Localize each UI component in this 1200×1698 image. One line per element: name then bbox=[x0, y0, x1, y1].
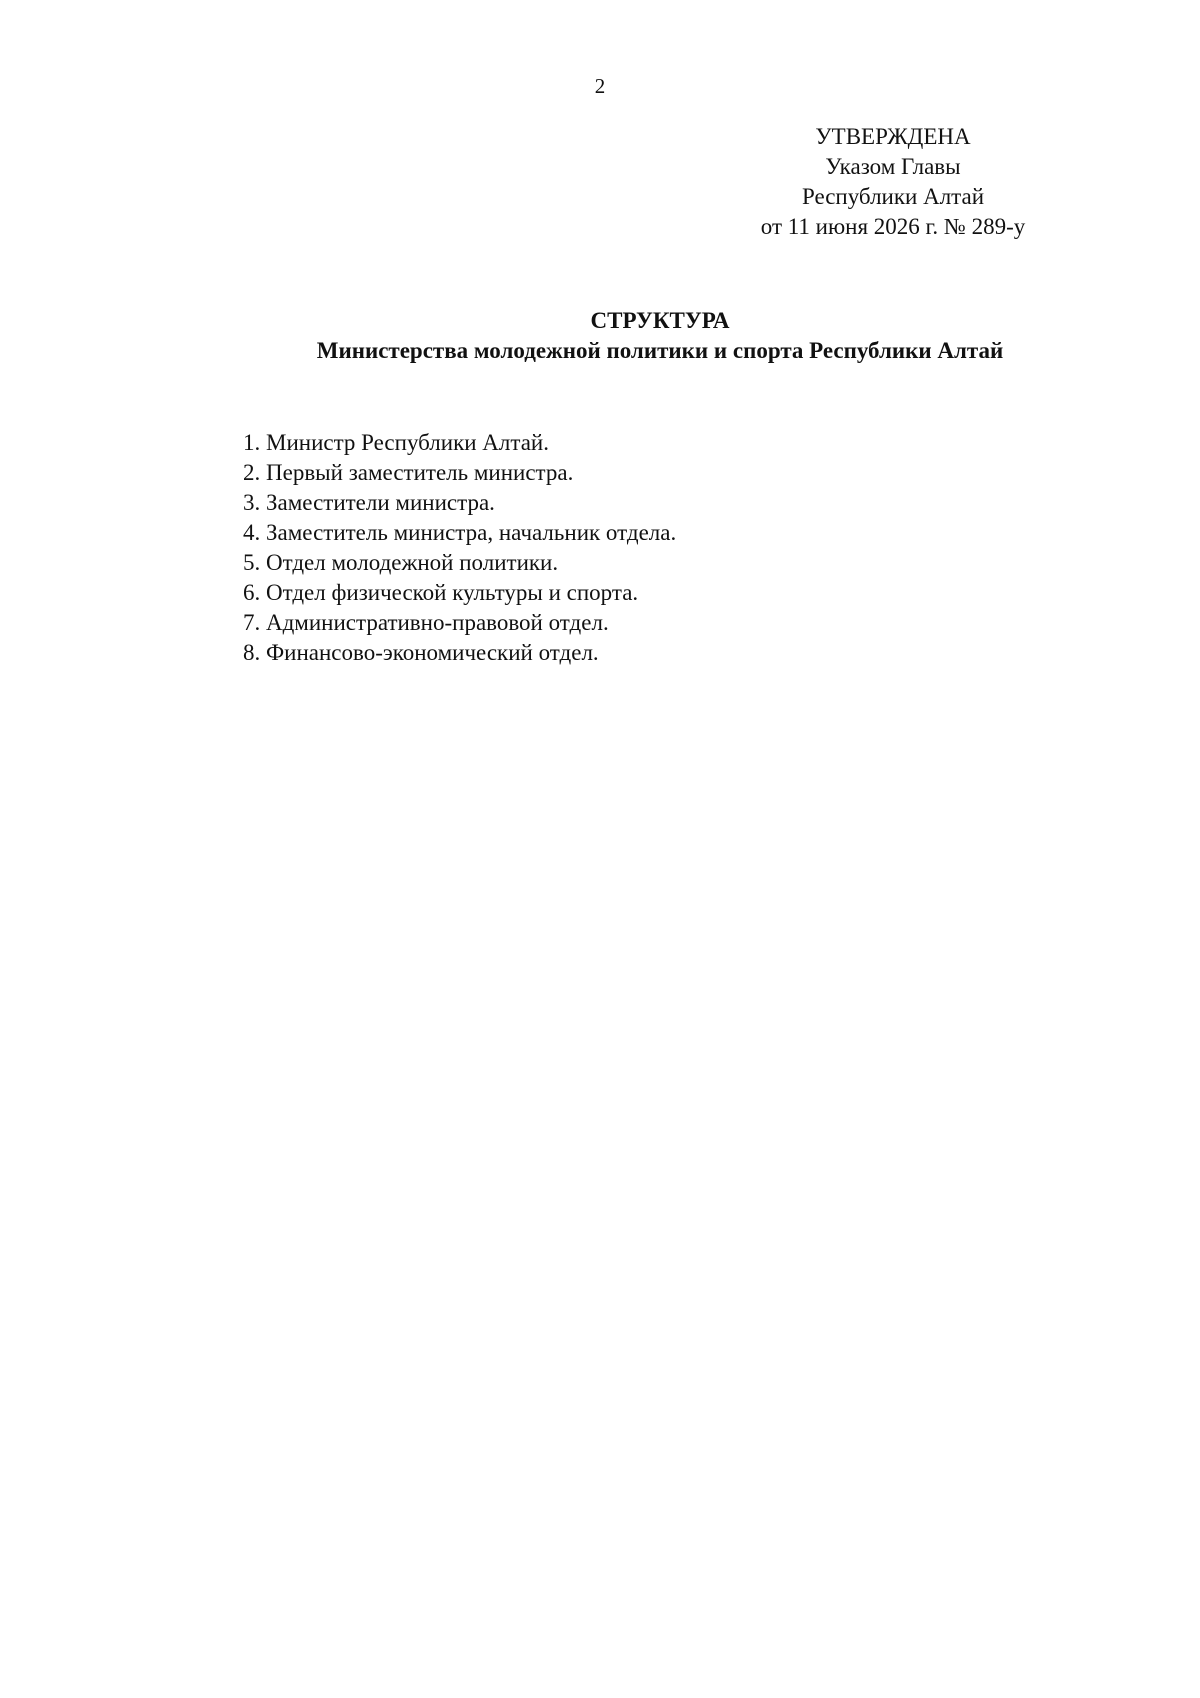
list-item: 8. Финансово-экономический отдел. bbox=[243, 640, 599, 665]
list-item: 5. Отдел молодежной политики. bbox=[243, 550, 559, 575]
list-item: 3. Заместители министра. bbox=[243, 490, 495, 515]
list-item: 2. Первый заместитель министра. bbox=[243, 460, 574, 485]
structure-items-list bbox=[243, 428, 676, 668]
approval-stamp-block bbox=[738, 122, 1048, 242]
approval-decree-line: Указом Главы bbox=[825, 154, 961, 179]
structure-subtitle: Министерства молодежной политики и спорта Республики Алтай bbox=[316, 338, 1004, 363]
list-item: 7. Административно-правовой отдел. bbox=[243, 610, 609, 635]
structure-title: СТРУКТУРА bbox=[590, 308, 730, 333]
approval-heading: УТВЕРЖДЕНА bbox=[815, 124, 971, 149]
page-number: 2 bbox=[594, 74, 606, 98]
approval-republic-line: Республики Алтай bbox=[801, 184, 985, 209]
list-item: 6. Отдел физической культуры и спорта. bbox=[243, 580, 639, 605]
approval-date-number-line: от 11 июня 2026 г. № 289-у bbox=[760, 214, 1026, 239]
list-item: 4. Заместитель министра, начальник отдела. bbox=[243, 520, 677, 545]
list-item: 1. Министр Республики Алтай. bbox=[243, 430, 549, 455]
